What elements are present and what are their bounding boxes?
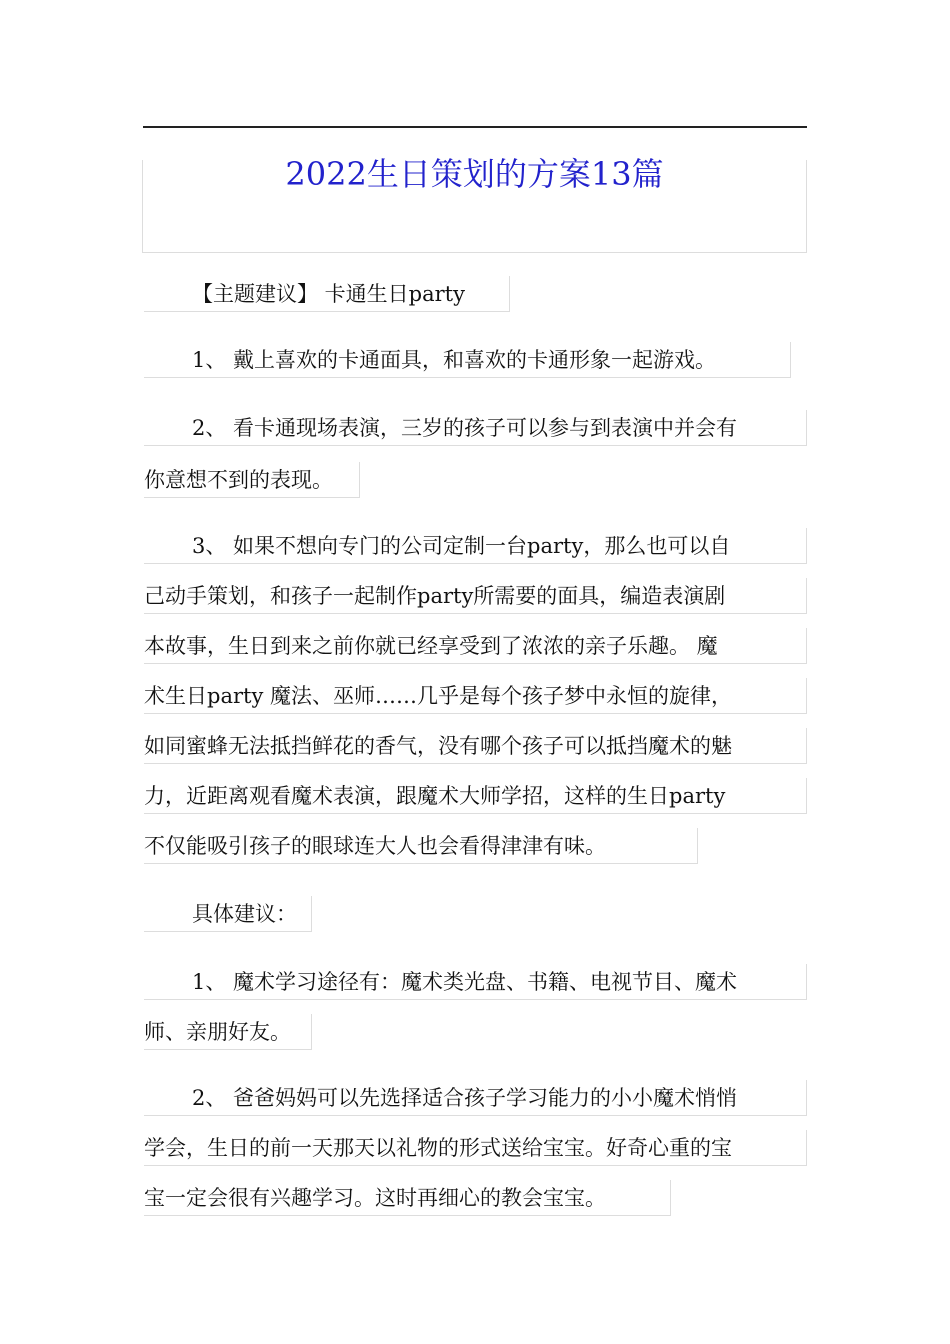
- paragraph-line: 【主题建议】 卡通生日party: [144, 276, 510, 312]
- paragraph-line: 不仅能吸引孩子的眼球连大人也会看得津津有味。: [144, 828, 698, 864]
- paragraph-line: 1、 戴上喜欢的卡通面具，和喜欢的卡通形象一起游戏。: [144, 342, 791, 378]
- paragraph-line: 具体建议：: [144, 896, 312, 932]
- paragraph-line: 如同蜜蜂无法抵挡鲜花的香气，没有哪个孩子可以抵挡魔术的魅: [144, 728, 807, 764]
- paragraph-line: 2、 看卡通现场表演，三岁的孩子可以参与到表演中并会有: [144, 410, 807, 446]
- paragraph-line: 宝一定会很有兴趣学习。这时再细心的教会宝宝。: [144, 1180, 671, 1216]
- top-rule: [143, 126, 807, 128]
- paragraph-line: 师、亲朋好友。: [144, 1014, 312, 1050]
- paragraph-line: 力，近距离观看魔术表演，跟魔术大师学招，这样的生日party: [144, 778, 807, 814]
- paragraph-line: 你意想不到的表现。: [144, 462, 360, 498]
- paragraph-line: 2、 爸爸妈妈可以先选择适合孩子学习能力的小小魔术悄悄: [144, 1080, 807, 1116]
- paragraph-line: 术生日party 魔法、巫师……几乎是每个孩子梦中永恒的旋律，: [144, 678, 807, 714]
- document-title: 2022生日策划的方案13篇: [285, 155, 664, 193]
- paragraph-line: 本故事，生日到来之前你就已经享受到了浓浓的亲子乐趣。 魔: [144, 628, 807, 664]
- paragraph-line: 己动手策划，和孩子一起制作party所需要的面具，编造表演剧: [144, 578, 807, 614]
- paragraph-line: 3、 如果不想向专门的公司定制一台party，那么也可以自: [144, 528, 807, 564]
- paragraph-line: 学会，生日的前一天那天以礼物的形式送给宝宝。好奇心重的宝: [144, 1130, 807, 1166]
- paragraph-line: 1、 魔术学习途径有：魔术类光盘、书籍、电视节目、魔术: [144, 964, 807, 1000]
